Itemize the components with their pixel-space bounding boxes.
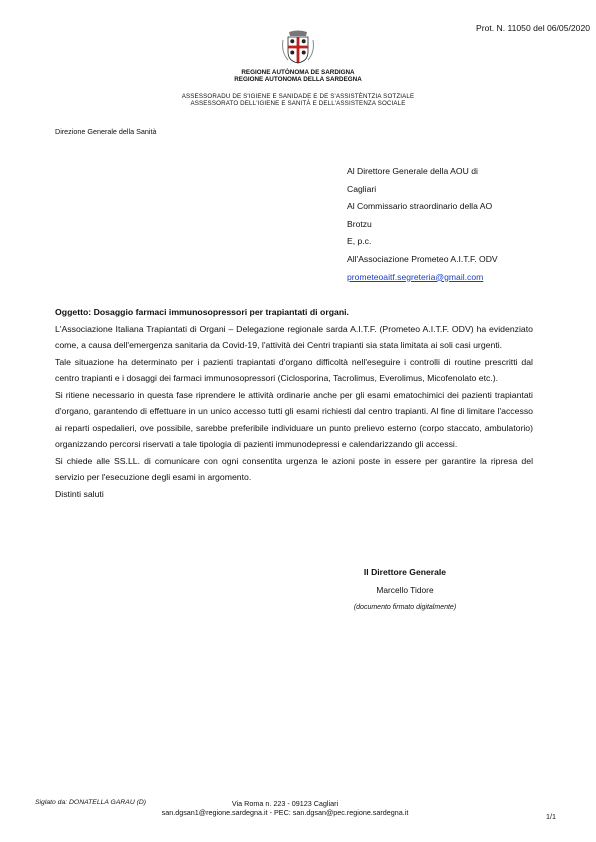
initialed-by: Siglato da: DONATELLA GARAU (D) <box>35 799 147 806</box>
recipient-line: Al Direttore Generale della AOU di <box>347 166 478 176</box>
region-name-sardinian: REGIONE AUTÒNOMA DE SARDIGNA <box>241 69 355 76</box>
signatory-name: Marcello Tidore <box>376 585 434 595</box>
recipient-line: All'Associazione Prometeo A.I.T.F. ODV <box>347 253 498 264</box>
body-paragraph: Si chiede alle SS.LL. di comunicare con ogni consentita urgenza le azioni poste in essere per garantire la ripresa del servizio per l'esecuzione degli esami in argomento. <box>55 455 533 482</box>
region-name-italian: REGIONE AUTONOMA DELLA SARDEGNA <box>234 76 362 83</box>
recipients-block <box>347 163 547 286</box>
body-paragraph: L'Associazione Italiana Trapiantati di Organi – Delegazione regionale sarda A.I.T.F. (Prometeo A.I.T.F. ODV) ha evidenziato come, a causa dell'emergenza sanitaria da Covid-19, l'attività dei Centri trapianti sia stata limitata ai soli casi urgenti. <box>55 323 533 350</box>
letter-body <box>55 304 533 502</box>
sardinia-coat-of-arms-icon <box>279 30 317 64</box>
recipient-line: Cagliari <box>347 183 377 194</box>
body-paragraph: Si ritiene necessario in questa fase riprendere le attività ordinarie anche per gli esami ematochimici dei pazienti trapiantati d'organo, garantendo di effettuare in un unico accesso tutti gli esami richiesti dal centro trapianti. Al fine di limitare l'accesso ai reparti ospedalieri, ove possibile, sarebbe preferibile individuare un punto prelievo esterno (corpo staccato, ambulatorio) organizzando percorsi riservati a tale tipologia di pazienti immunodepressi e calendarizzando gli accessi. <box>55 389 533 449</box>
department-name: Direzione Generale della Sanità <box>55 127 157 136</box>
footer-address: Via Roma n. 223 - 09123 Cagliari <box>231 799 339 808</box>
assessorate-sardinian: ASSESSORADU DE S'IGIENE E SANIDADE E DE S'ASSISTÈNTZIA SOTZIALE <box>181 93 415 100</box>
subject-line: Oggetto: Dosaggio farmaci immunosopressori per trapiantati di organi. <box>55 307 349 317</box>
footer-contacts: san.dgsan1@regione.sardegna.it - PEC: san.dgsan@pec.regione.sardegna.it <box>161 808 409 817</box>
protocol-number: Prot. N. 11050 del 06/05/2020 <box>475 23 590 33</box>
closing-salutation: Distinti saluti <box>55 488 104 499</box>
recipient-line: Brotzu <box>347 218 372 229</box>
page-number: 1/1 <box>546 812 556 821</box>
body-paragraph: Tale situazione ha determinato per i pazienti trapiantati d'organo difficoltà nell'eseguire i controlli di routine prescritti dal centro trapianti e i dosaggi dei farmaci immunosopressori (Ciclosporina, Tacrolimus, Everolimus, Micofenolato etc.). <box>55 356 533 383</box>
recipient-line: E, p.c. <box>347 236 372 247</box>
digital-signature-note: (documento firmato digitalmente) <box>353 604 457 611</box>
recipient-email-link[interactable]: prometeoaitf.segreteria@gmail.com <box>347 271 484 282</box>
recipient-line: Al Commissario straordinario della AO <box>347 201 493 212</box>
signatory-title: Il Direttore Generale <box>363 567 447 577</box>
assessorate-italian: ASSESSORATO DELL'IGIENE E SANITÀ E DELL'ASSISTENZA SOCIALE <box>190 100 406 107</box>
